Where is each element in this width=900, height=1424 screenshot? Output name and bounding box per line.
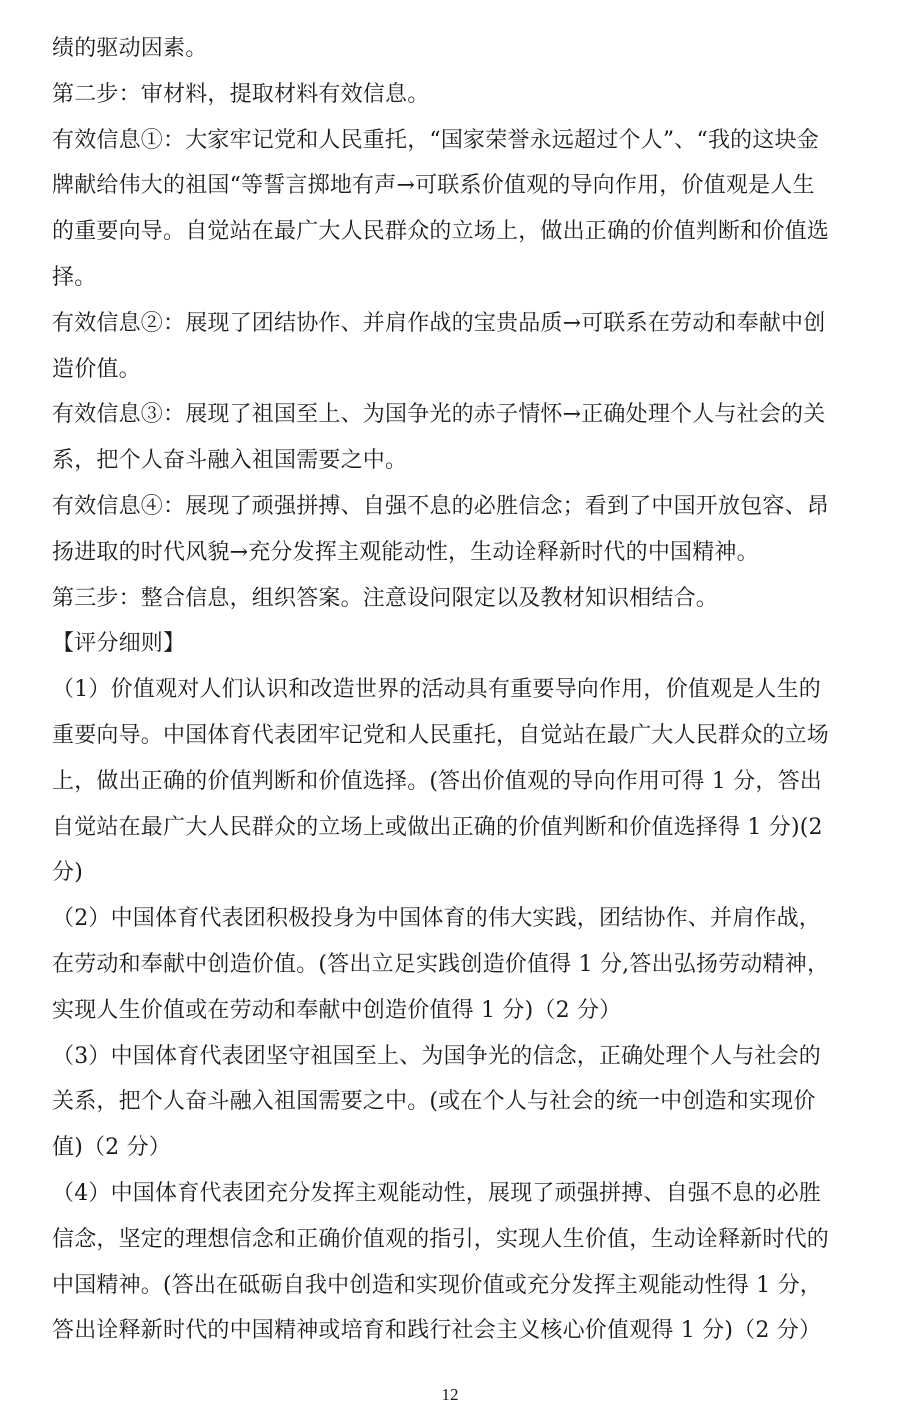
text-line: 自觉站在最广大人民群众的立场上或做出正确的价值判断和价值选择得 1 分)(2 (52, 814, 823, 840)
text-line: 有效信息④：展现了顽强拼搏、自强不息的必胜信念；看到了中国开放包容、昂 (52, 493, 830, 519)
text-line: 第三步：整合信息，组织答案。注意设问限定以及教材知识相结合。 (52, 585, 719, 611)
text-line: 中国精神。(答出在砥砺自我中创造和实现价值或充分发挥主观能动性得 1 分， (52, 1272, 822, 1298)
text-line: （4）中国体育代表团充分发挥主观能动性，展现了顽强拼搏、自强不息的必胜 (52, 1180, 821, 1206)
text-line: 分) (52, 860, 83, 886)
text-line: 绩的驱动因素。 (52, 36, 208, 61)
text-line: 有效信息③：展现了祖国至上、为国争光的赤子情怀→正确处理个人与社会的关 (52, 402, 826, 428)
text-line: 值)（2 分） (52, 1135, 171, 1161)
text-line: 上，做出正确的价值判断和价值选择。(答出价值观的导向作用可得 1 分，答出 (52, 768, 822, 794)
text-line: 造价值。 (52, 356, 141, 382)
text-line: 扬进取的时代风貌→充分发挥主观能动性，生动诠释新时代的中国精神。 (52, 539, 759, 565)
page-number: 12 (441, 1385, 459, 1404)
scoring-rules-heading: 【评分细则】 (52, 631, 186, 657)
text-line: 实现人生价值或在劳动和奉献中创造价值得 1 分)（2 分） (52, 997, 622, 1023)
text-line: 择。 (52, 264, 97, 290)
text-line: 有效信息②：展现了团结协作、并肩作战的宝贵品质→可联系在劳动和奉献中创 (52, 310, 826, 336)
text-line: 重要向导。中国体育代表团牢记党和人民重托，自觉站在最广大人民群众的立场 (52, 722, 830, 748)
text-line: 第二步：审材料，提取材料有效信息。 (52, 81, 430, 107)
text-line: 关系，把个人奋斗融入祖国需要之中。(或在个人与社会的统一中创造和实现价 (52, 1089, 816, 1115)
text-line: 答出诠释新时代的中国精神或培育和践行社会主义核心价值观得 1 分)（2 分） (52, 1318, 822, 1344)
text-line: 的重要向导。自觉站在最广大人民群众的立场上，做出正确的价值判断和价值选 (52, 219, 830, 245)
text-line: （2）中国体育代表团积极投身为中国体育的伟大实践，团结协作、并肩作战， (52, 906, 821, 932)
text-line: 有效信息①：大家牢记党和人民重托，“国家荣誉永远超过个人”、“我的这块金 (52, 127, 819, 153)
answer-analysis-text (52, 26, 864, 1354)
text-line: 信念，坚定的理想信念和正确价值观的指引，实现人生价值，生动诠释新时代的 (52, 1226, 830, 1252)
text-line: 牌献给伟大的祖国“等誓言掷地有声→可联系价值观的导向作用，价值观是人生 (52, 173, 815, 199)
text-line: 系，把个人奋斗融入祖国需要之中。 (52, 448, 408, 474)
text-line: 在劳动和奉献中创造价值。(答出立足实践创造价值得 1 分,答出弘扬劳动精神， (52, 951, 830, 977)
text-line: （1）价值观对人们认识和改造世界的活动具有重要导向作用，价值观是人生的 (52, 677, 821, 703)
text-line: （3）中国体育代表团坚守祖国至上、为国争光的信念，正确处理个人与社会的 (52, 1043, 821, 1069)
